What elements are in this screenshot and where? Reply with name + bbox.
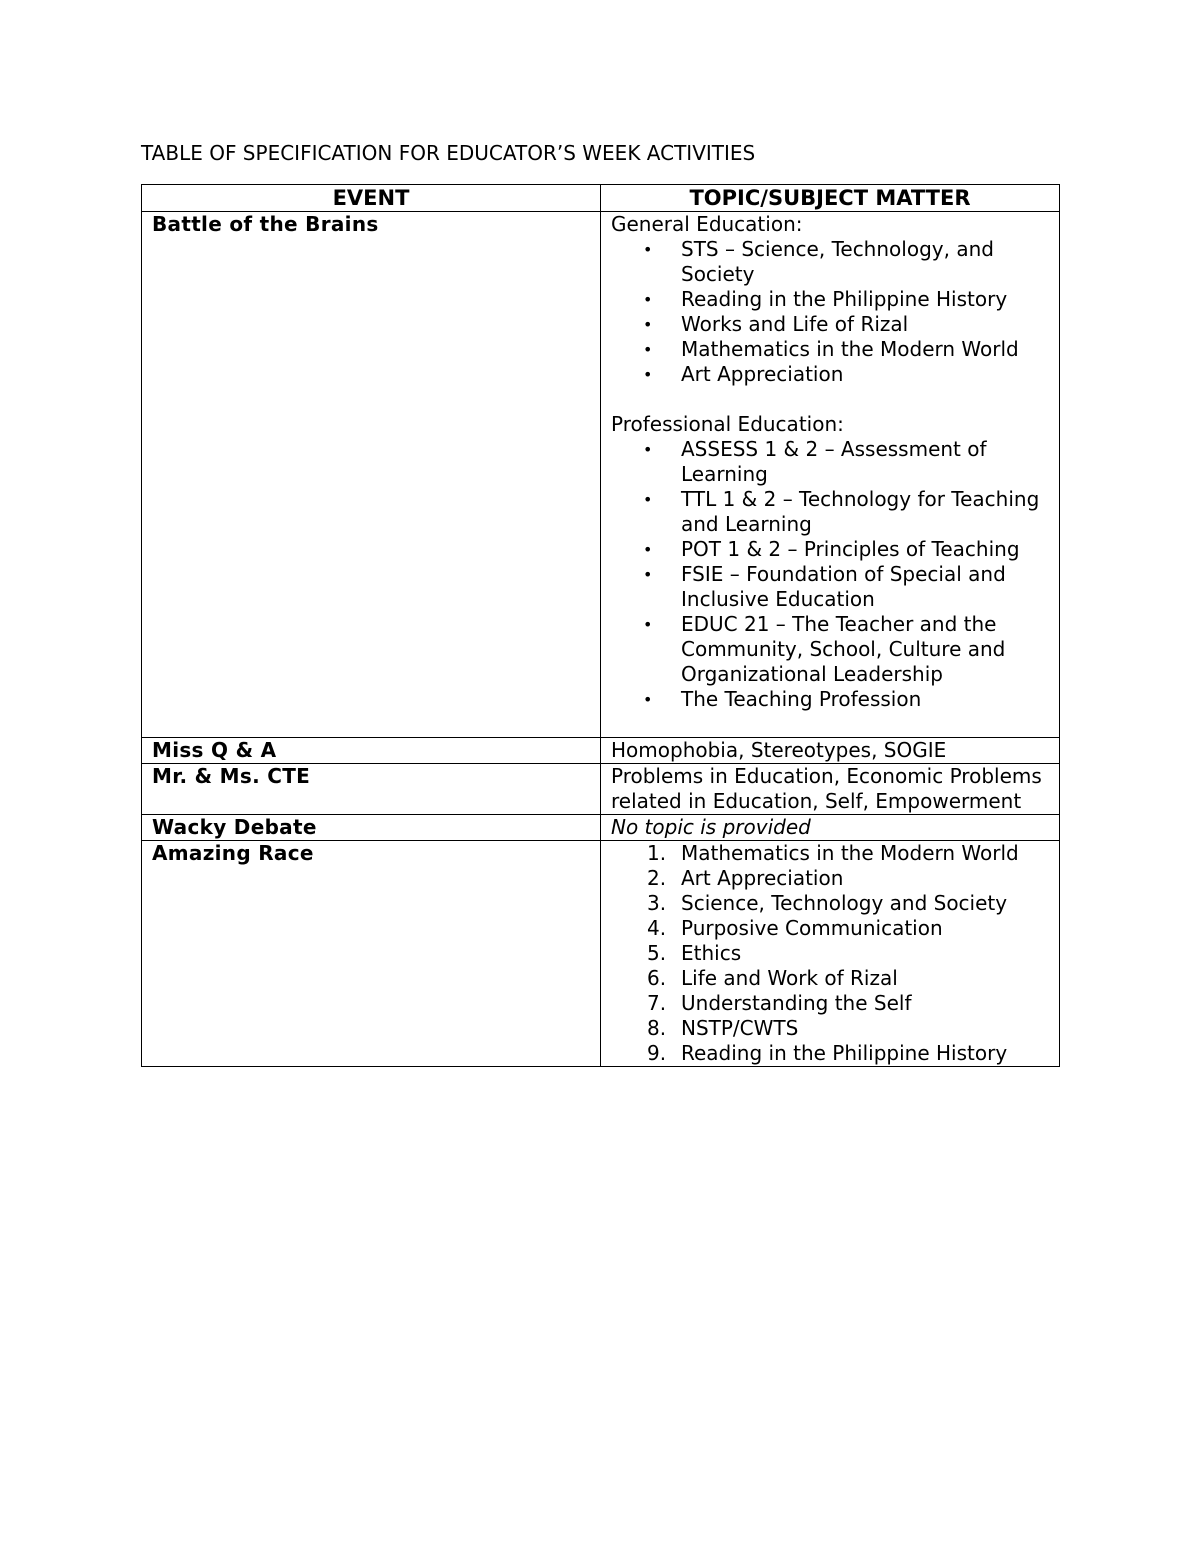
event-cell: Miss Q & A [142, 738, 601, 764]
topic-cell [601, 212, 1060, 738]
document-title: TABLE OF SPECIFICATION FOR EDUCATOR’S WEEK ACTIVITIES [141, 141, 756, 165]
bullet-icon: • [643, 565, 653, 584]
bullet-icon: • [643, 290, 653, 309]
list-number: 5. [647, 941, 667, 965]
table-row [142, 841, 1060, 1067]
event-cell: Amazing Race [142, 841, 601, 1067]
table-row [142, 738, 1060, 764]
list-item: 1. Mathematics in the Modern World [647, 841, 1019, 865]
list-item: • Mathematics in the Modern World [643, 337, 1019, 361]
event-cell: Mr. & Ms. CTE [142, 764, 601, 815]
list-item: • STS – Science, Technology, and Society [643, 237, 994, 286]
bullet-icon: • [643, 615, 653, 634]
list-number: 2. [647, 866, 667, 890]
list-item: • POT 1 & 2 – Principles of Teaching [643, 537, 1020, 561]
list-item: 4. Purposive Communication [647, 916, 943, 940]
table-row [142, 815, 1060, 841]
topic-cell: Problems in Education, Economic Problems related in Education, Self, Empowerment [601, 764, 1060, 815]
table-row [142, 212, 1060, 738]
list-item: 5. Ethics [647, 941, 742, 965]
professional-education-list [611, 437, 1049, 712]
header-event: EVENT [142, 185, 601, 212]
list-item: 9. Reading in the Philippine History [647, 1041, 1008, 1065]
topic-cell [601, 841, 1060, 1067]
general-education-list [611, 237, 1049, 387]
topic-cell: No topic is provided [601, 815, 1060, 841]
header-topic: TOPIC/SUBJECT MATTER [601, 185, 1060, 212]
list-item: 3. Science, Technology and Society [647, 891, 1008, 915]
table-row [142, 764, 1060, 815]
list-item: 7. Understanding the Self [647, 991, 912, 1015]
general-education-label: General Education: [611, 212, 803, 236]
list-item: • Reading in the Philippine History [643, 287, 1008, 311]
event-cell: Battle of the Brains [142, 212, 601, 738]
list-number: 4. [647, 916, 667, 940]
event-cell: Wacky Debate [142, 815, 601, 841]
list-number: 7. [647, 991, 667, 1015]
list-item: • ASSESS 1 & 2 – Assessment of Learning [643, 437, 987, 486]
list-number: 6. [647, 966, 667, 990]
list-number: 1. [647, 841, 667, 865]
list-item: • Works and Life of Rizal [643, 312, 909, 336]
bullet-icon: • [643, 440, 653, 459]
bullet-icon: • [643, 340, 653, 359]
professional-education-label: Professional Education: [611, 412, 844, 436]
list-item: • EDUC 21 – The Teacher and the Community, School, Culture and Organizational Leadership [643, 612, 1006, 686]
bullet-icon: • [643, 240, 653, 259]
list-number: 8. [647, 1016, 667, 1040]
amazing-race-list [611, 841, 1049, 1066]
list-item: 2. Art Appreciation [647, 866, 844, 890]
list-number: 3. [647, 891, 667, 915]
list-item: 8. NSTP/CWTS [647, 1016, 799, 1040]
list-item: • TTL 1 & 2 – Technology for Teaching and Learning [643, 487, 1040, 536]
bullet-icon: • [643, 490, 653, 509]
bullet-icon: • [643, 690, 653, 709]
list-item: 6. Life and Work of Rizal [647, 966, 898, 990]
bullet-icon: • [643, 315, 653, 334]
table-header-row [142, 185, 1060, 212]
topic-cell: Homophobia, Stereotypes, SOGIE [601, 738, 1060, 764]
list-item: • FSIE – Foundation of Special and Inclusive Education [643, 562, 1006, 611]
list-item: • Art Appreciation [643, 362, 844, 386]
list-number: 9. [647, 1041, 667, 1065]
bullet-icon: • [643, 365, 653, 384]
list-item: • The Teaching Profession [643, 687, 922, 711]
bullet-icon: • [643, 540, 653, 559]
specification-table [141, 184, 1060, 1067]
